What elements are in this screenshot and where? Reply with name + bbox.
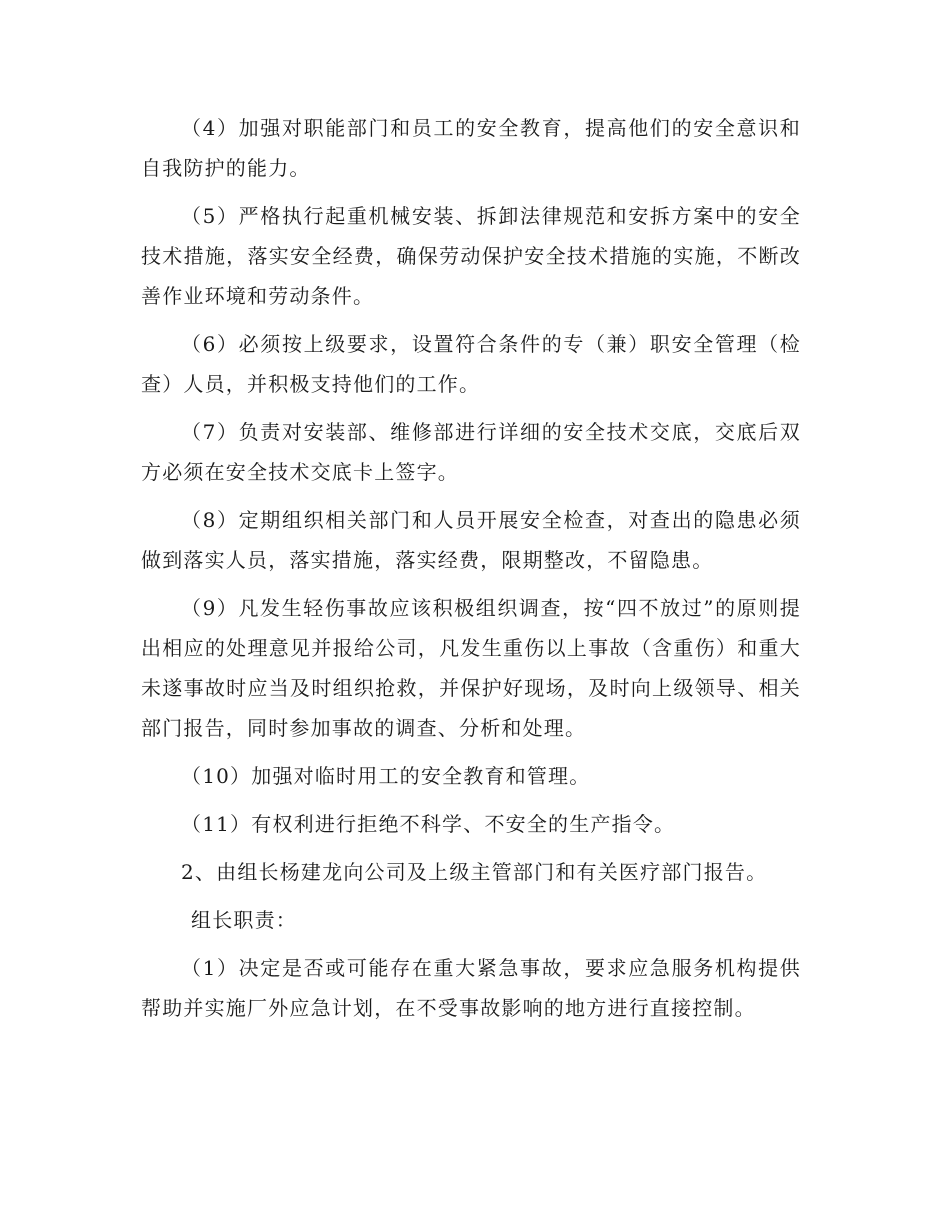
paragraph-item-9: （9）凡发生轻伤事故应该积极组织调查，按“四不放过”的原则提出相应的处理意见并报给公司，凡发生重伤以上事故（含重伤）和重大未遂事故时应当及时组织抢救，并保护好现场，及时向上级领导、相关部门报告，同时参加事故的调查、分析和处理。 bbox=[141, 596, 801, 740]
paragraph-item-8: （8）定期组织相关部门和人员开展安全检查，对查出的隐患必须做到落实人员，落实措施，落实经费，限期整改，不留隐患。 bbox=[141, 508, 801, 572]
paragraph-item-11: （11）有权利进行拒绝不科学、不安全的生产指令。 bbox=[181, 812, 676, 836]
paragraph-item-4: （4）加强对职能部门和员工的安全教育，提高他们的安全意识和自我防护的能力。 bbox=[141, 116, 801, 180]
paragraph-item-6: （6）必须按上级要求，设置符合条件的专（兼）职安全管理（检查）人员，并积极支持他们的工作。 bbox=[141, 332, 801, 396]
paragraph-leader-duty-1: （1）决定是否或可能存在重大紧急事故，要求应急服务机构提供帮助并实施厂外应急计划，在不受事故影响的地方进行直接控制。 bbox=[141, 956, 801, 1020]
paragraph-item-7: （7）负责对安装部、维修部进行详细的安全技术交底，交底后双方必须在安全技术交底卡上签字。 bbox=[141, 420, 801, 484]
paragraph-section-2: 2、由组长杨建龙向公司及上级主管部门和有关医疗部门报告。 bbox=[181, 860, 768, 884]
paragraph-item-5: （5）严格执行起重机械安装、拆卸法律规范和安拆方案中的安全技术措施，落实安全经费，确保劳动保护安全技术措施的实施，不断改善作业环境和劳动条件。 bbox=[141, 204, 801, 308]
document-body bbox=[141, 108, 801, 1028]
paragraph-item-10: （10）加强对临时用工的安全教育和管理。 bbox=[181, 764, 591, 788]
paragraph-leader-duties-heading: 组长职责： bbox=[191, 908, 297, 932]
